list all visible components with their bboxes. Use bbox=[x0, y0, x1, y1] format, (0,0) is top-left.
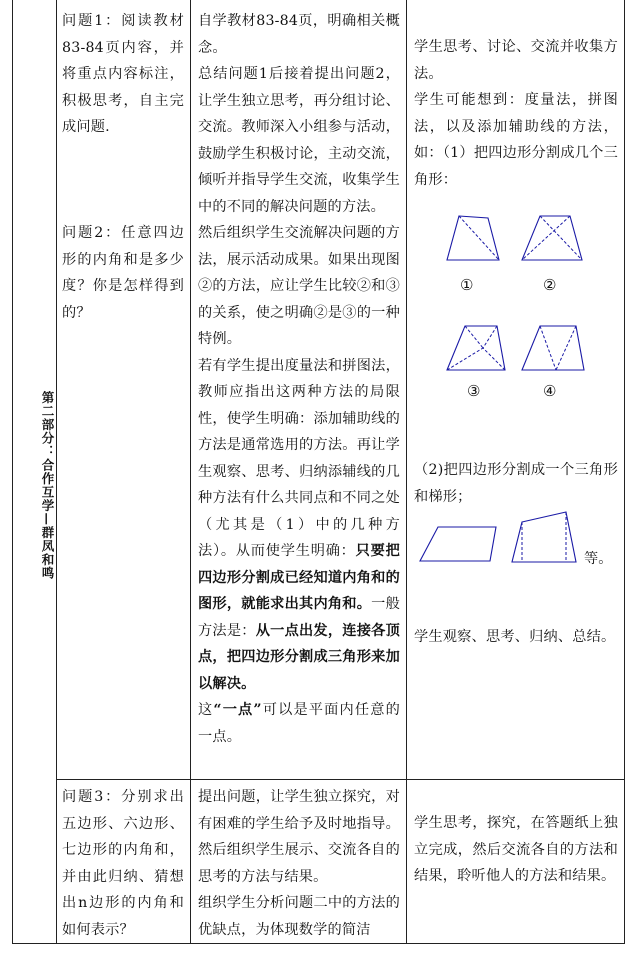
teacher-para-1: 自学教材83-84页，明确相关概念。 bbox=[198, 13, 400, 56]
row1-col2 bbox=[198, 8, 400, 750]
figure-label-2: ② bbox=[543, 276, 557, 294]
teacher-para-6: 提出问题，让学生独立探究，对有困难的学生给予及时地指导。然后组织学生展示、交流各自的思考的方法与结果。 bbox=[198, 789, 400, 885]
student-para-2: 学生可能想到：度量法，拼图法，以及添加辅助线的方法，如：（1）把四边形分割成几个三角形： bbox=[414, 92, 618, 188]
quad-figure-4 bbox=[518, 322, 588, 374]
figure-label-1: ① bbox=[460, 276, 474, 294]
teacher-para-3: 然后组织学生交流解决问题的方法，展示活动成果。如果出现图②的方法，应让学生比较②和③的关系，使之明确②是③的一种特例。 bbox=[198, 225, 400, 347]
figure-label-4: ④ bbox=[543, 382, 557, 400]
row1-col1-q2 bbox=[62, 220, 184, 326]
table-divider-1 bbox=[56, 0, 57, 944]
question-3: 问题3：分别求出五边形、六边形、七边形的内角和，并由此归纳、猜想出n边形的内角和如何表示？ bbox=[62, 789, 184, 938]
teacher-para-5: 这“一点”可以是平面内任意的一点。 bbox=[198, 702, 400, 745]
question-1: 问题1：阅读教材83-84页内容，并将重点内容标注，积极思考，自主完成问题. bbox=[62, 13, 184, 135]
row1-col1 bbox=[62, 8, 184, 141]
row2-col3 bbox=[414, 810, 618, 890]
teacher-para-2: 总结问题1后接着提出问题2，让学生独立思考，再分组讨论、交流。教师深入小组参与活动，鼓励学生积极讨论，主动交流，倾听并指导学生交流，收集学生中的不同的解决问题的方法。 bbox=[198, 66, 400, 215]
table-border-bottom bbox=[12, 943, 625, 944]
quad-figure-2 bbox=[518, 212, 588, 262]
table-border-right bbox=[624, 0, 625, 944]
quad-figure-1 bbox=[443, 212, 507, 262]
row1-col3-mid bbox=[414, 457, 618, 510]
student-para-5: 学生思考，探究，在答题纸上独立完成，然后交流各自的方法和结果，聆听他人的方法和结果。 bbox=[414, 815, 618, 884]
figure-label-3: ③ bbox=[467, 382, 481, 400]
student-para-4: 学生观察、思考、归纳、总结。 bbox=[414, 629, 616, 645]
section-label: 第二部分：合作互学—群凤和鸣 bbox=[40, 390, 55, 580]
quad-split-figure-1 bbox=[416, 523, 502, 567]
student-para-1: 学生思考、讨论、交流并收集方法。 bbox=[414, 39, 618, 82]
row2-col1 bbox=[62, 784, 184, 943]
teacher-para-7: 组织学生分析问题二中的方法的优缺点，为体现数学的简洁 bbox=[198, 895, 400, 938]
etc-label: 等。 bbox=[584, 551, 613, 567]
teacher-para-4: 若有学生提出度量法和拼图法，教师应指出这两种方法的局限性，使学生明确：添加辅助线的方法是通常选用的方法。再让学生观察、思考、归纳添辅线的几种方法有什么共同点和不同之处（尤其是（1）中的几种方法）。从而使学生明确：只要把四边形分割成已经知道内角和的图形，就能求出其内角和。一般方法是：从一点出发，连接各顶点，把四边形分割成三角形来加以解决。 bbox=[198, 357, 400, 692]
quad-split-figure-2 bbox=[508, 508, 582, 568]
row1-col3-bottom bbox=[414, 624, 624, 651]
row1-col3-top bbox=[414, 34, 618, 193]
table-divider-3 bbox=[406, 0, 407, 944]
row-divider bbox=[56, 779, 624, 780]
row2-col2 bbox=[198, 784, 400, 943]
quad-figure-3 bbox=[443, 322, 509, 374]
question-2: 问题2：任意四边形的内角和是多少度？你是怎样得到的？ bbox=[62, 225, 184, 321]
student-para-3: （2)把四边形分割成一个三角形和梯形； bbox=[414, 462, 618, 505]
table-divider-2 bbox=[190, 0, 191, 944]
